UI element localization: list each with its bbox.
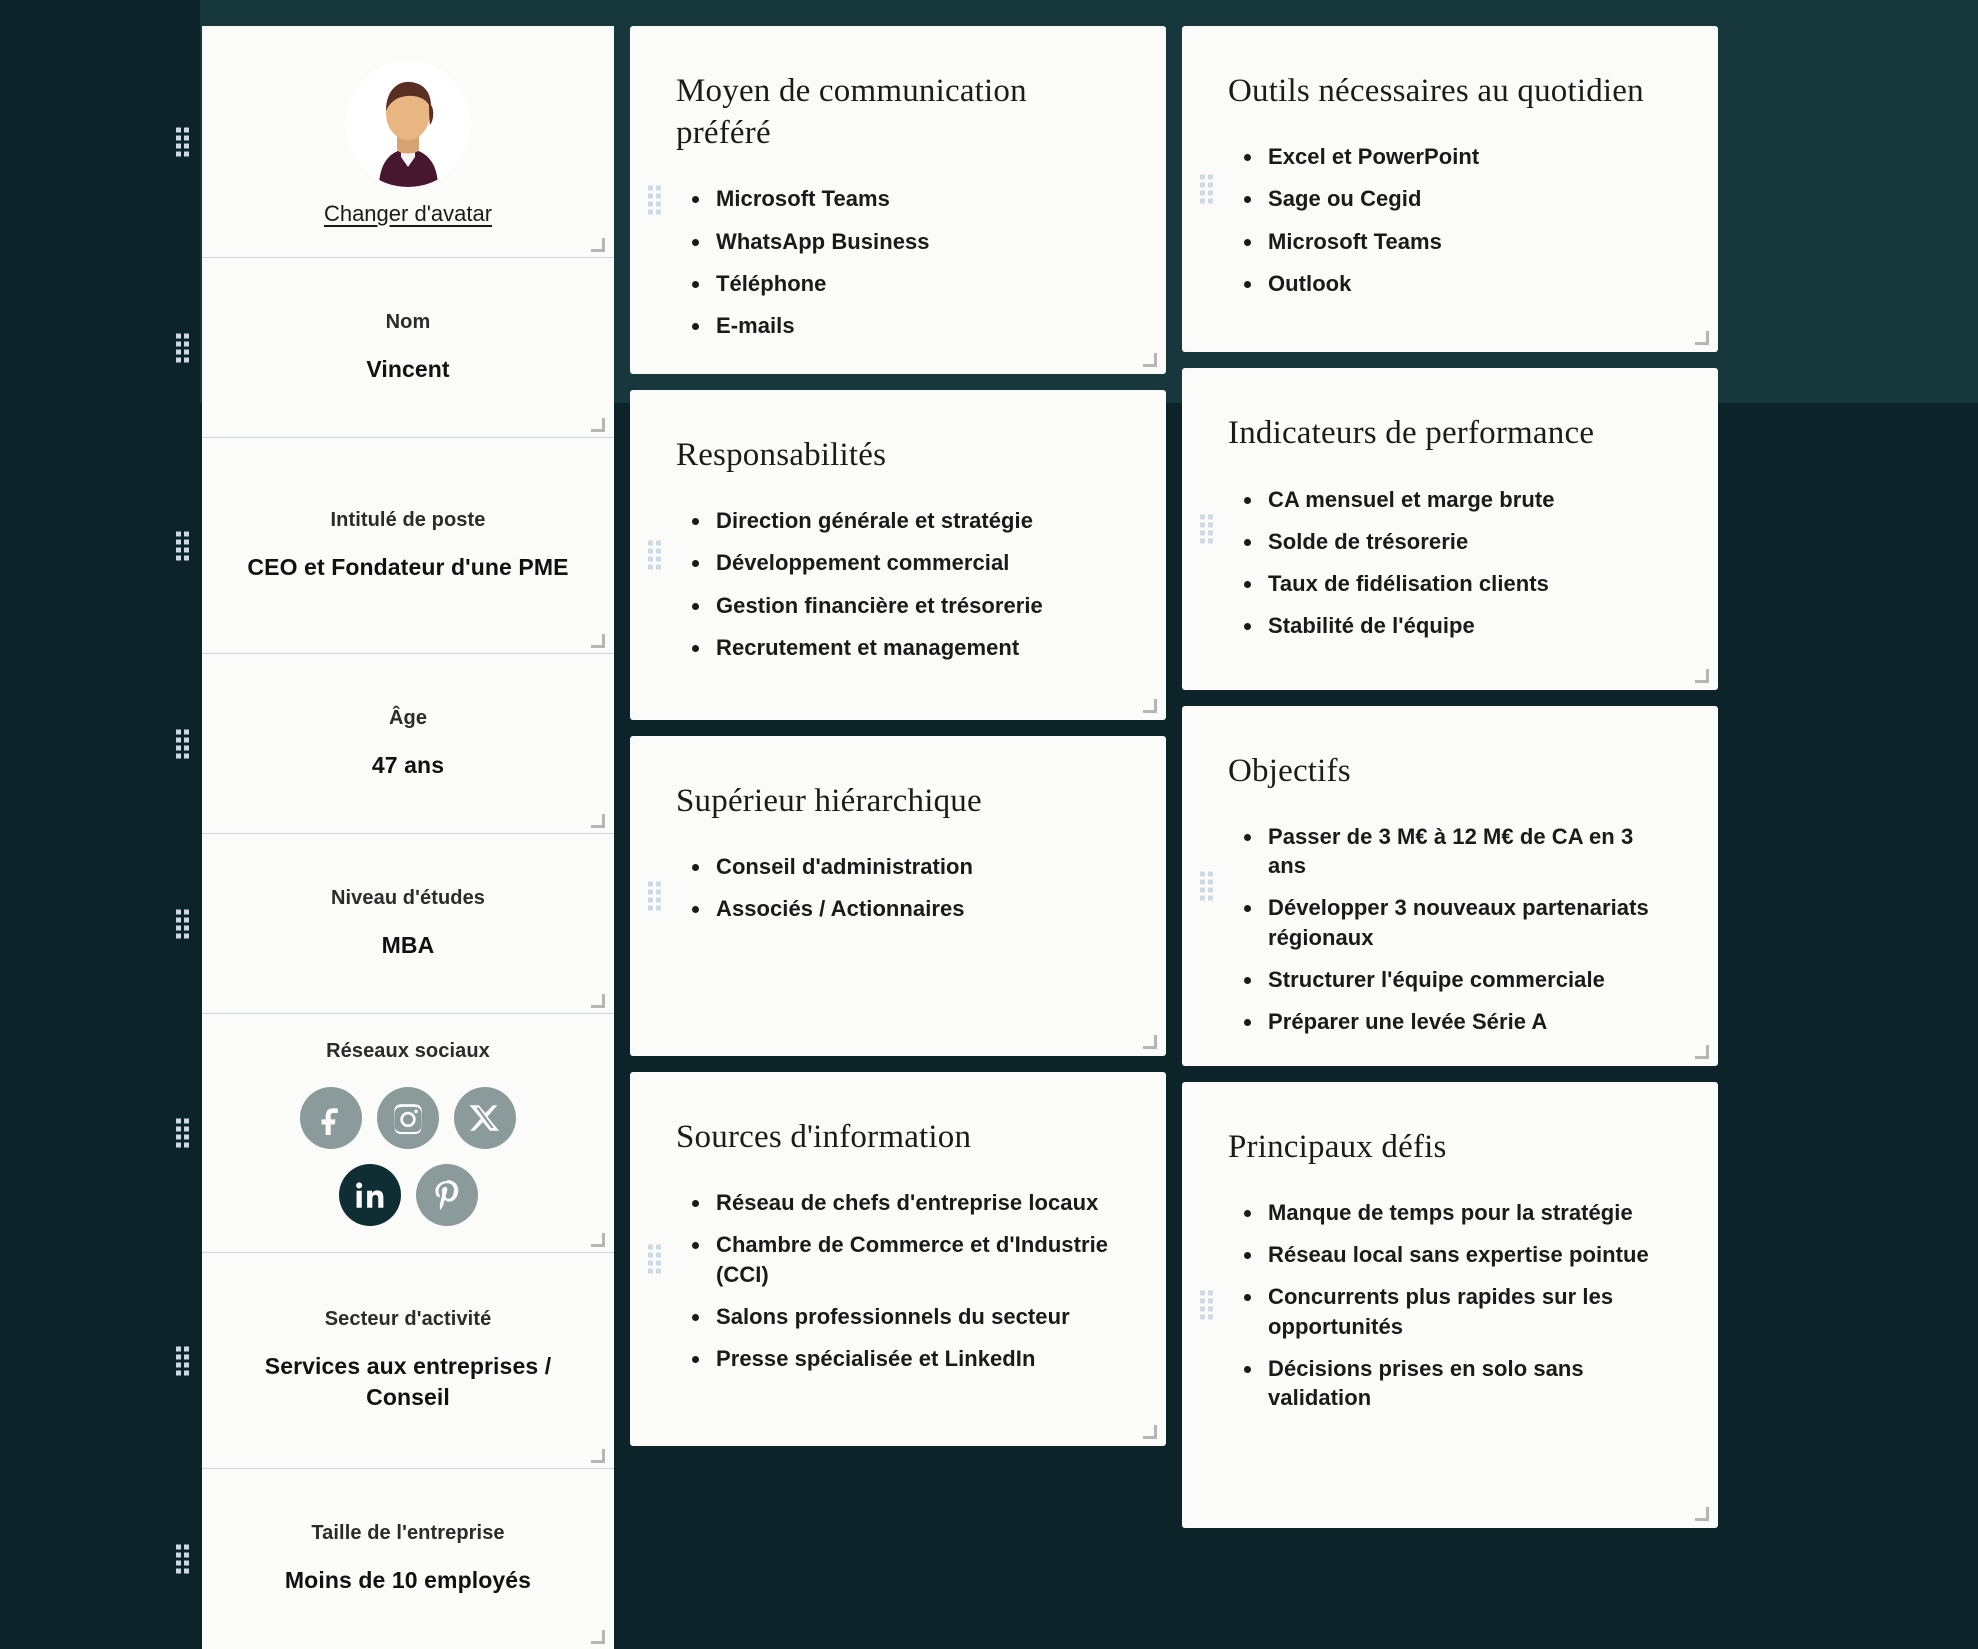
social-link-x-twitter[interactable] xyxy=(454,1087,516,1149)
field-label: Taille de l'entreprise xyxy=(311,1522,505,1545)
list-item: Préparer une levée Série A xyxy=(1240,1007,1672,1036)
resize-handle-icon[interactable] xyxy=(1144,1036,1157,1049)
field-label: Niveau d'études xyxy=(330,886,486,909)
field-row-age xyxy=(202,654,614,834)
drag-handle-icon[interactable] xyxy=(648,882,661,911)
drag-handle-icon[interactable] xyxy=(1200,175,1213,204)
list-item: Réseau de chefs d'entreprise locaux xyxy=(688,1188,1120,1217)
resize-handle-icon[interactable] xyxy=(592,239,605,252)
list-item: Téléphone xyxy=(688,269,1120,298)
drag-handle-icon[interactable] xyxy=(176,1545,189,1574)
card-list xyxy=(676,852,1120,924)
drag-handle-icon[interactable] xyxy=(648,186,661,215)
resize-handle-icon[interactable] xyxy=(1696,332,1709,345)
resize-handle-icon[interactable] xyxy=(1696,670,1709,683)
x-twitter-icon xyxy=(468,1101,502,1135)
resize-handle-icon[interactable] xyxy=(592,635,605,648)
card-outils-necessaires-au-quotidien xyxy=(1182,26,1718,352)
drag-handle-icon[interactable] xyxy=(1200,514,1213,543)
social-link-instagram[interactable] xyxy=(377,1087,439,1149)
instagram-icon xyxy=(391,1101,425,1135)
list-item: Gestion financière et trésorerie xyxy=(688,591,1120,620)
list-item: Manque de temps pour la stratégie xyxy=(1240,1198,1672,1227)
list-item: CA mensuel et marge brute xyxy=(1240,485,1672,514)
card-list xyxy=(676,184,1120,340)
list-item: E-mails xyxy=(688,311,1120,340)
list-item: Concurrents plus rapides sur les opportunités xyxy=(1240,1282,1672,1341)
list-item: Outlook xyxy=(1240,269,1672,298)
list-item: Réseau local sans expertise pointue xyxy=(1240,1240,1672,1269)
card-title: Objectifs xyxy=(1228,752,1351,789)
resize-handle-icon[interactable] xyxy=(592,1234,605,1247)
field-value[interactable]: Moins de 10 employés xyxy=(284,1567,532,1594)
card-title: Outils nécessaires au quotidien xyxy=(1228,73,1644,109)
field-row-intitule-de-poste xyxy=(202,438,614,654)
list-item: Presse spécialisée et LinkedIn xyxy=(688,1344,1120,1373)
field-value[interactable]: CEO et Fondateur d'une PME xyxy=(247,553,569,580)
card-list xyxy=(676,1188,1120,1373)
card-title: Indicateurs de performance xyxy=(1228,415,1595,452)
card-objectifs xyxy=(1182,706,1718,1066)
list-item: Excel et PowerPoint xyxy=(1240,142,1672,171)
list-item: Conseil d'administration xyxy=(688,852,1120,881)
list-item: WhatsApp Business xyxy=(688,227,1120,256)
social-link-linkedin[interactable] xyxy=(339,1164,401,1226)
card-sources-dinformation xyxy=(630,1072,1166,1446)
drag-handle-icon[interactable] xyxy=(176,1346,189,1375)
field-value[interactable]: Vincent xyxy=(366,355,450,382)
profile-card xyxy=(202,26,614,1649)
list-item: Stabilité de l'équipe xyxy=(1240,611,1672,640)
list-item: Direction générale et stratégie xyxy=(688,506,1120,535)
field-label: Âge xyxy=(388,706,428,729)
change-avatar-link[interactable]: Changer d'avatar xyxy=(323,200,493,226)
resize-handle-icon[interactable] xyxy=(592,1450,605,1463)
card-title: Supérieur hiérarchique xyxy=(676,783,982,819)
list-item: Sage ou Cegid xyxy=(1240,184,1672,213)
field-label: Intitulé de poste xyxy=(330,508,486,531)
resize-handle-icon[interactable] xyxy=(592,995,605,1008)
list-item: Structurer l'équipe commerciale xyxy=(1240,965,1672,994)
card-list xyxy=(1228,822,1672,1037)
resize-handle-icon[interactable] xyxy=(1696,1046,1709,1059)
card-responsabilites xyxy=(630,390,1166,720)
card-title: Sources d'information xyxy=(676,1119,972,1155)
list-item: Taux de fidélisation clients xyxy=(1240,569,1672,598)
avatar-portrait-icon xyxy=(345,61,471,187)
social-networks-row xyxy=(202,1014,614,1253)
field-row-taille-de-lentreprise xyxy=(202,1469,614,1649)
avatar-row xyxy=(202,26,614,258)
card-title: Principaux défis xyxy=(1228,1128,1447,1165)
field-value[interactable]: 47 ans xyxy=(371,751,445,778)
resize-handle-icon[interactable] xyxy=(1144,700,1157,713)
card-indicateurs-de-performance xyxy=(1182,368,1718,689)
drag-handle-icon[interactable] xyxy=(648,1245,661,1274)
card-list xyxy=(1228,485,1672,641)
resize-handle-icon[interactable] xyxy=(1144,1426,1157,1439)
drag-handle-icon[interactable] xyxy=(176,1119,189,1148)
field-value[interactable]: Services aux entreprises / Conseil xyxy=(264,1353,552,1410)
drag-handle-icon[interactable] xyxy=(1200,871,1213,900)
resize-handle-icon[interactable] xyxy=(1144,354,1157,367)
social-link-pinterest[interactable] xyxy=(416,1164,478,1226)
field-label: Nom xyxy=(385,310,431,333)
list-item: Salons professionnels du secteur xyxy=(688,1302,1120,1331)
resize-handle-icon[interactable] xyxy=(1696,1508,1709,1521)
pinterest-icon xyxy=(430,1178,464,1212)
social-icon-group xyxy=(283,1087,533,1226)
drag-handle-icon[interactable] xyxy=(176,531,189,560)
list-item: Développer 3 nouveaux partenariats régionaux xyxy=(1240,893,1672,952)
drag-handle-icon[interactable] xyxy=(176,333,189,362)
list-item: Recrutement et management xyxy=(688,633,1120,662)
list-item: Solde de trésorerie xyxy=(1240,527,1672,556)
card-title: Responsabilités xyxy=(676,437,887,473)
field-row-secteur-dactivite xyxy=(202,1253,614,1469)
list-item: Associés / Actionnaires xyxy=(688,894,1120,923)
list-item: Décisions prises en solo sans validation xyxy=(1240,1354,1672,1413)
middle-cards-column xyxy=(630,26,1166,1528)
card-list xyxy=(676,506,1120,662)
right-cards-column xyxy=(1182,26,1718,1528)
drag-handle-icon[interactable] xyxy=(176,127,189,156)
field-label: Secteur d'activité xyxy=(324,1308,492,1331)
card-list xyxy=(1228,142,1672,298)
list-item: Microsoft Teams xyxy=(688,184,1120,213)
card-title: Moyen de communication préféré xyxy=(676,73,1027,152)
social-networks-label: Réseaux sociaux xyxy=(326,1040,490,1062)
list-item: Développement commercial xyxy=(688,548,1120,577)
resize-handle-icon[interactable] xyxy=(592,815,605,828)
linkedin-icon xyxy=(353,1178,387,1212)
list-item: Microsoft Teams xyxy=(1240,227,1672,256)
card-moyen-de-communication-prefere xyxy=(630,26,1166,374)
card-superieur-hierarchique xyxy=(630,736,1166,1056)
drag-handle-icon[interactable] xyxy=(648,541,661,570)
avatar xyxy=(345,61,471,187)
card-list xyxy=(1228,1198,1672,1413)
field-row-niveau-detudes xyxy=(202,834,614,1014)
social-link-facebook[interactable] xyxy=(300,1087,362,1149)
drag-handle-icon[interactable] xyxy=(176,729,189,758)
list-item: Passer de 3 M€ à 12 M€ de CA en 3 ans xyxy=(1240,822,1672,881)
resize-handle-icon[interactable] xyxy=(592,1631,605,1644)
card-principaux-defis xyxy=(1182,1082,1718,1528)
list-item: Chambre de Commerce et d'Industrie (CCI) xyxy=(688,1230,1120,1289)
resize-handle-icon[interactable] xyxy=(592,419,605,432)
profile-sidebar-column xyxy=(202,26,614,1594)
facebook-icon xyxy=(314,1101,348,1135)
drag-handle-icon[interactable] xyxy=(176,909,189,938)
drag-handle-icon[interactable] xyxy=(1200,1290,1213,1319)
field-row-nom xyxy=(202,258,614,438)
field-value[interactable]: MBA xyxy=(381,931,435,958)
